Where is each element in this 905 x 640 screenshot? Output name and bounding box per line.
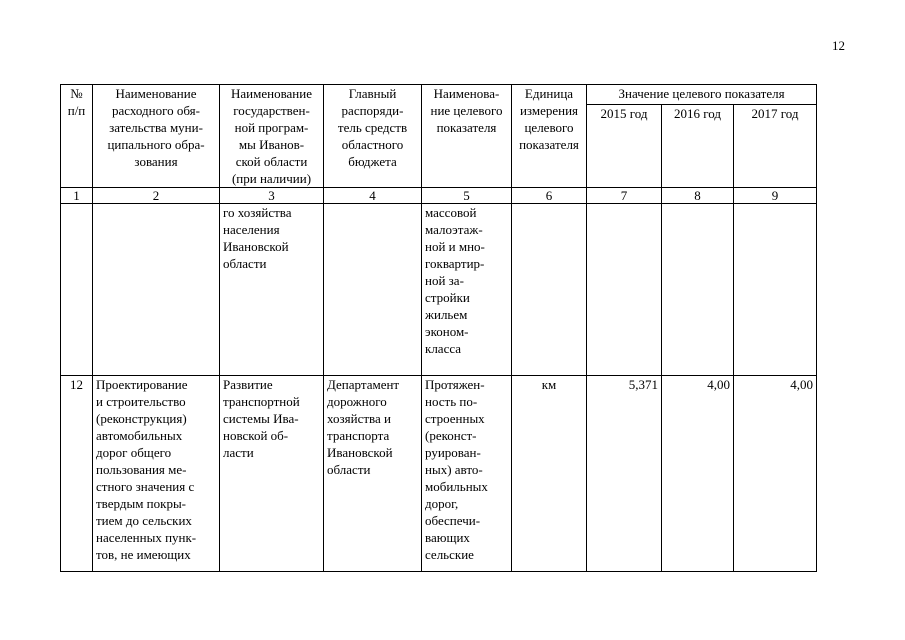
cell-program [220,376,324,572]
cell-text-line: массовой [425,205,477,220]
cell-value-2015: 5,371 [587,376,662,572]
header-col-obligation [93,85,220,188]
header-year-2015: 2015 год [587,105,662,188]
cell-text-line: Протяжен- [425,377,485,392]
cell-text-line: класса [425,341,462,356]
cell-text-line: (при наличии) [231,171,312,186]
cell-num [61,204,93,376]
header-col-unit [512,85,587,188]
cell-text-line: области [223,256,267,271]
cell-text-line: бюджета [348,154,397,169]
cell-text-line: государствен- [233,103,310,118]
cell-text-line: областного [341,137,404,152]
cell-text-line: измерения [519,103,579,118]
cell-text-line: Развитие [223,377,273,392]
cell-unit: км [512,376,587,572]
cell-obligation [93,376,220,572]
cell-text-line: зательства муни- [109,120,203,135]
cell-text-line: транспорта [327,428,390,443]
cell-indicator [422,376,512,572]
cell-text-line: хозяйства и [327,411,391,426]
cell-text-line: населения [223,222,280,237]
cell-text-line: № [70,86,83,101]
column-number: 6 [512,188,587,204]
cell-text-line: малоэтаж- [425,222,483,237]
cell-value-2017 [734,204,817,376]
cell-text-line: стного значения с [96,479,195,494]
cell-text-line: ципального обра- [107,137,205,152]
cell-administrator [324,204,422,376]
cell-text-line: автомобильных [96,428,183,443]
cell-text-line: целевого [524,120,574,135]
cell-text-line: ной програм- [234,120,309,135]
header-year-2017: 2017 год [734,105,817,188]
cell-text-line: пользования ме- [96,462,187,477]
cell-administrator [324,376,422,572]
column-numbers-row [61,188,817,204]
cell-text-line: Департамент [327,377,400,392]
cell-text-line: Проектирование [96,377,188,392]
cell-text-line: транспортной [223,394,300,409]
column-number: 2 [93,188,220,204]
cell-text-line: Главный [348,86,397,101]
cell-text-line: тель средств [337,120,408,135]
cell-text-line: ность по- [425,394,478,409]
cell-value-2016 [662,204,734,376]
cell-text-line: новской об- [223,428,289,443]
column-number: 3 [220,188,324,204]
cell-program [220,204,324,376]
column-number: 7 [587,188,662,204]
header-group-values: Значение целевого показателя [587,85,817,105]
header-row-1 [61,85,817,105]
header-col-program [220,85,324,188]
cell-text-line: ной за- [425,273,464,288]
cell-text-line: Ивановской [327,445,393,460]
cell-text-line: Единица [524,86,574,101]
column-number: 4 [324,188,422,204]
cell-text-line: тием до сельских [96,513,192,528]
cell-text-line: ние целевого [430,103,503,118]
cell-text-line: жильем [425,307,468,322]
cell-value-2015 [587,204,662,376]
target-indicators-table [60,84,817,572]
cell-text-line: твердым покры- [96,496,187,511]
cell-text-line: показателя [436,120,497,135]
column-number: 8 [662,188,734,204]
cell-text-line: ласти [223,445,254,460]
column-number: 1 [61,188,93,204]
cell-unit [512,204,587,376]
cell-text-line: ской области [235,154,308,169]
cell-text-line: и строительство [96,394,186,409]
cell-text-line: дорог общего [96,445,172,460]
cell-text-line: расходного обя- [112,103,200,118]
cell-num: 12 [61,376,93,572]
cell-value-2017: 4,00 [734,376,817,572]
cell-text-line: населенных пунк- [96,530,197,545]
cell-text-line: зования [134,154,178,169]
header-year-2016: 2016 год [662,105,734,188]
cell-text-line: вающих [425,530,470,545]
cell-text-line: Наименование [115,86,197,101]
cell-text-line: строенных [425,411,485,426]
cell-text-line: п/п [67,103,86,118]
column-number: 5 [422,188,512,204]
cell-text-line: распоряди- [341,103,404,118]
cell-text-line: показателя [519,137,579,152]
cell-text-line: руирован- [425,445,481,460]
cell-text-line: тов, не имеющих [96,547,191,562]
cell-text-line: ной и мно- [425,239,485,254]
cell-text-line: системы Ива- [223,411,299,426]
cell-indicator [422,204,512,376]
cell-text-line: сельские [425,547,474,562]
cell-value-2016: 4,00 [662,376,734,572]
cell-text-line: стройки [425,290,470,305]
cell-text-line: Наименова- [433,86,500,101]
cell-obligation [93,204,220,376]
column-number: 9 [734,188,817,204]
cell-text-line: ных) авто- [425,462,483,477]
cell-text-line: мы Иванов- [238,137,305,152]
cell-text-line: (реконст- [425,428,477,443]
header-col-administrator [324,85,422,188]
cell-text-line: (реконструкция) [96,411,187,426]
cell-text-line: го хозяйства [223,205,292,220]
cell-text-line: дорожного [327,394,387,409]
cell-text-line: обеспечи- [425,513,481,528]
cell-text-line: Наименование [231,86,312,101]
cell-text-line: гоквартир- [425,256,485,271]
cell-text-line: дорог, [425,496,459,511]
cell-text-line: области [327,462,371,477]
header-col-num [61,85,93,188]
header-col-indicator [422,85,512,188]
table-row [61,204,817,376]
cell-text-line: мобильных [425,479,488,494]
page-number: 12 [832,38,845,53]
cell-text-line: Ивановской [223,239,289,254]
cell-text-line: эконом- [425,324,469,339]
table-row [61,376,817,572]
